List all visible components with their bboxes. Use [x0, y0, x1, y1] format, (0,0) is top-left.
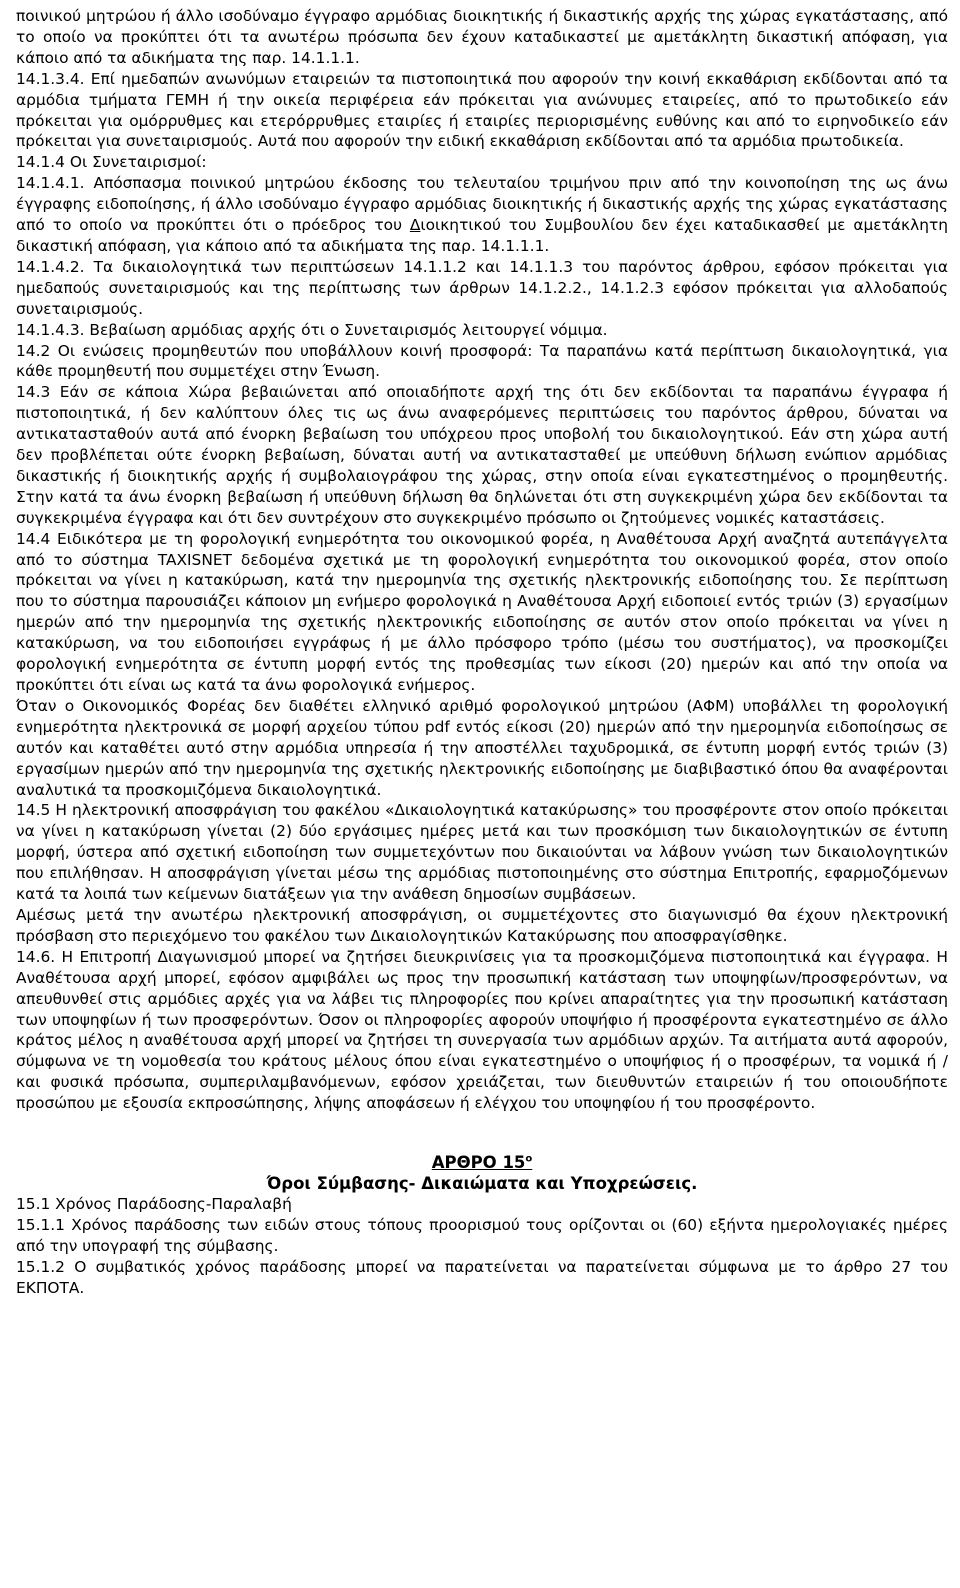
paragraph-14-4: 14.4 Ειδικότερα με τη φορολογική ενημερότητα του οικονομικού φορέα, η Αναθέτουσα Αρχή αναζητά αυτεπάγγελτα από το σύστημα TAXISNET δεδομένα σχετικά με τη φορολογική ενημερότητα του οικονομικού φορέα, στον οποίο πρόκειται να γίνει η κατακύρωση, κατά την ημερομηνία της σχετικής ηλεκτρονικής ειδοποίησης του. Σε περίπτωση που το σύστημα παρουσιάζει κάποιον μη ενήμερο φορολογικά η Αναθέτουσα Αρχή ειδοποιεί εντός τριών (3) εργασίμων ημερών από την ημερομηνία της σχετικής ηλεκτρονικής ειδοποίησης σε αυτόν στον οποίο πρόκειται να γίνει η κατακύρωση, να του ειδοποιήσει εγγράφως ή με άλλο πρόσφορο τρόπο (μέσω του συστήματος), να προσκομίζει φορολογική ενημερότητα σε έντυπη μορφή εντός της προθεσμίας των είκοσι (20) ημερών και από την οποία να προκύπτει ότι είναι ως κατά τα άνω φορολογικά ενήμερος.	[16, 529, 948, 694]
article-title: Όροι Σύμβασης- Δικαιώματα και Υποχρεώσεις.	[266, 1174, 698, 1194]
paragraph-15-1-1: 15.1.1 Χρόνος παράδοσης των ειδών στους τόπους προορισμού τους ορίζονται οι (60) εξήντα ημερολογιακές ημέρες από την υπογραφή της σύμβασης.	[16, 1215, 948, 1255]
article-number: ΑΡΘΡΟ $15^o$	[431, 1153, 533, 1173]
paragraph-criminal-record-continuation: ποινικού μητρώου ή άλλο ισοδύναμο έγγραφο αρμόδιας διοικητικής ή δικαστικής αρχής της χώρας εγκατάστασης, από το οποίο να προκύπτει ότι τα ανωτέρω πρόσωπα δεν έχουν καταδικαστεί με αμετάκλητη δικαστική απόφαση, για κάποιο από τα αδικήματα της παρ. 14.1.1.1.	[16, 7, 948, 67]
paragraph-14-1-3-4: 14.1.3.4. Επί ημεδαπών ανωνύμων εταιρειών τα πιστοποιητικά που αφορούν την κοινή εκκαθάριση εκδίδονται από τα αρμόδια τμήματα ΓΕΜΗ ή την οικεία περιφέρεια εάν πρόκειται για ανώνυμες εταιρείες, από το πρωτοδικείο εάν πρόκειται για ομόρρυθμες και ετερόρρυθμες εταιρίες ή εταιρίες περιορισμένης ευθύνης και από το ειρηνοδικείο εάν πρόκειται για συνεταιρισμούς. Αυτά που αφορούν την ειδική εκκαθάριση εκδίδονται από τα αρμόδια πρωτοδικεία.	[16, 69, 948, 151]
paragraph-14-1-4-1-tail: ιοικητικού του Συμβουλίου δεν έχει καταδικασθεί με αμετάκλητη δικαστική απόφαση, για κάποιο από τα αδικήματα της παρ. 14.1.1.1.	[16, 216, 948, 255]
paragraph-14-3: 14.3 Εάν σε κάποια Χώρα βεβαιώνεται από οποιαδήποτε αρχή της ότι δεν εκδίδονται τα παραπάνω έγγραφα ή πιστοποιητικά, ή δεν καλύπτουν όλες τις ως άνω αναφερόμενες περιπτώσεις του παρόντος άρθρου, δύναται να αντικατασταθούν αυτά από ένορκη βεβαίωση του υπόχρεου προς υποβολή του δικαιολογητικού. Εάν στη χώρα αυτή δεν προβλέπεται ούτε ένορκη βεβαίωση, δύναται αυτή να αντικατασταθεί με υπεύθυνη δήλωση ενώπιον αρμόδιας δικαστικής ή διοικητικής αρχής ή συμβολαιογράφου της χώρας, στην οποία είναι εγκατεστημένος ο προμηθευτής. Στην κατά τα άνω ένορκη βεβαίωση ή υπεύθυνη δήλωση θα δηλώνεται ότι στη συγκεκριμένη χώρα δεν εκδίδονται τα συγκεκριμένα έγγραφα και ότι δεν συντρέχουν στο συγκεκριμένο πρόσωπο οι ζητούμενες νομικές καταστάσεις.	[16, 383, 948, 527]
paragraph-14-1-4-3: 14.1.4.3. Βεβαίωση αρμόδιας αρχής ότι ο Συνεταιρισμός λειτουργεί νόμιμα.	[16, 320, 608, 339]
underlined-letter: Δ	[409, 216, 421, 235]
paragraph-15-1: 15.1 Χρόνος Παράδοσης-Παραλαβή	[16, 1195, 292, 1214]
paragraph-15-1-2: 15.1.2 Ο συμβατικός χρόνος παράδοσης μπορεί να παρατείνεται να παρατείνεται σύμφωνα με το άρθρο 27 του ΕΚΠΟΤΑ.	[16, 1257, 948, 1297]
paragraph-14-1-4-1-lead: 14.1.4.1. Απόσπασμα ποινικού μητρώου έκδοσης του τελευταίου τριμήνου πριν από την κοινοποίηση της ως άνω έγγραφης ειδοποίησης, ή άλλο ισοδύναμο έγγραφο αρμόδιας διοικητικής ή δικαστικής αρχής της χώρας εγκατάστασης από το οποίο να προκύπτει ότι ο πρόεδρος του	[16, 174, 948, 235]
article-superscript: ο	[525, 1153, 533, 1165]
article-heading	[16, 1152, 948, 1173]
paragraph-access-after-unsealing: Αμέσως μετά την ανωτέρω ηλεκτρονική αποσφράγιση, οι συμμετέχοντες στο διαγωνισμό θα έχουν ηλεκτρονική πρόσβαση στο περιεχόμενο του φακέλου των Δικαιολογητικών Κατακύρωσης που αποσφραγίσθηκε.	[16, 905, 948, 945]
paragraph-14-5: 14.5 Η ηλεκτρονική αποσφράγιση του φακέλου «Δικαιολογητικά κατακύρωσης» του προσφέροντε στον οποίο πρόκειται να γίνει η κατακύρωση γίνεται (2) δύο εργάσιμες ημέρες μετά και των προσκόμιση των δικαιολογητικών σε έντυπη μορφή, ύστερα από σχετική ειδοποίηση των συμμετεχόντων που δικαιούνται να λάβουν γνώση των δικαιολογητικών που επιλήθησαν. Η αποσφράγιση γίνεται μέσω της αρμόδιας πιστοποιημένης στο σύστημα Επιτροπής, εφαρμοζόμενων κατά τα λοιπά των κείμενων διατάξεων για την ανάθεση δημοσίων συμβάσεων.	[16, 801, 948, 904]
paragraph-14-6: 14.6. Η Επιτροπή Διαγωνισμού μπορεί να ζητήσει διευκρινίσεις για τα προσκομιζόμενα πιστοποιητικά και έγγραφα. Η Αναθέτουσα αρχή μπορεί, εφόσον αμφιβάλει ως προς την προσωπική κατάσταση των υποψηφίων/προσφερόντων, να απευθυνθεί στις αρμόδιες αρχές για να λάβει τις πληροφορίες που κρίνει απαραίτητες για την προσωπική κατάσταση των υποψηφίων ή των προσφερόντων. Όσον οι πληροφορίες αφορούν υποψήφιο ή προσφέροντα εγκατεστημένο σε άλλο κράτος μέλος η αναθέτουσα αρχή μπορεί να ζητήσει τη συνεργασία των αρμόδιων αρχών. Τα αιτήματα αυτά αφορούν, σύμφωνα νε τη νομοθεσία του κράτους μέλους όπου είναι εγκατεστημένο ο υποψήφιος ή ο προσφέρων, τα νομικά ή / και φυσικά πρόσωπα, συμπεριλαμβανόμενων, εφόσον χρειάζεται, των διευθυντών εταιρειών ή του οποιουδήποτε προσώπου με εξουσία εκπροσώπησης, λήψης αποφάσεων ή ελέγχου του υποψηφίου ή του προσφέροντο.	[16, 947, 948, 1113]
paragraph-14-1-4-1	[16, 173, 948, 257]
paragraph-14-1-4-heading: 14.1.4 Οι Συνεταιρισμοί:	[16, 153, 207, 172]
paragraph-14-1-4-2: 14.1.4.2. Τα δικαιολογητικά των περιπτώσεων 14.1.1.2 και 14.1.1.3 του παρόντος άρθρου, εφόσον πρόκειται για ημεδαπούς συνεταιρισμούς και της περίπτωσης των άρθρων 14.1.2.2., 14.1.2.3 εφόσον πρόκειται για αλλοδαπούς συνεταιρισμούς.	[16, 257, 948, 318]
paragraph-14-2: 14.2 Οι ενώσεις προμηθευτών που υποβάλλουν κοινή προσφορά: Τα παραπάνω κατά περίπτωση δικαιολογητικά, για κάθε προμηθευτή που συμμετέχει στην Ένωση.	[16, 341, 948, 381]
paragraph-no-afm: Όταν ο Οικονομικός Φορέας δεν διαθέτει ελληνικό αριθμό φορολογικού μητρώου (ΑΦΜ) υποβάλλει τη φορολογική ενημερότητα ηλεκτρονικά σε μορφή αρχείου τύπου pdf εντός είκοσι (20) ημερών από την ημερομηνία ειδοποίησως σε αυτόν και καταθέτει αυτό στην αρμόδια υπηρεσία ή την αποστέλλει ταχυδρομικά, σε έντυπη μορφή εντός τριών (3) εργασίμων ημερών από την ημερομηνία της σχετικής ηλεκτρονικής ειδοποίησης με διαβιβαστικό όπου θα αναφέρονται αναλυτικά τα προσκομιζόμενα δικαιολογητικά.	[16, 696, 948, 799]
